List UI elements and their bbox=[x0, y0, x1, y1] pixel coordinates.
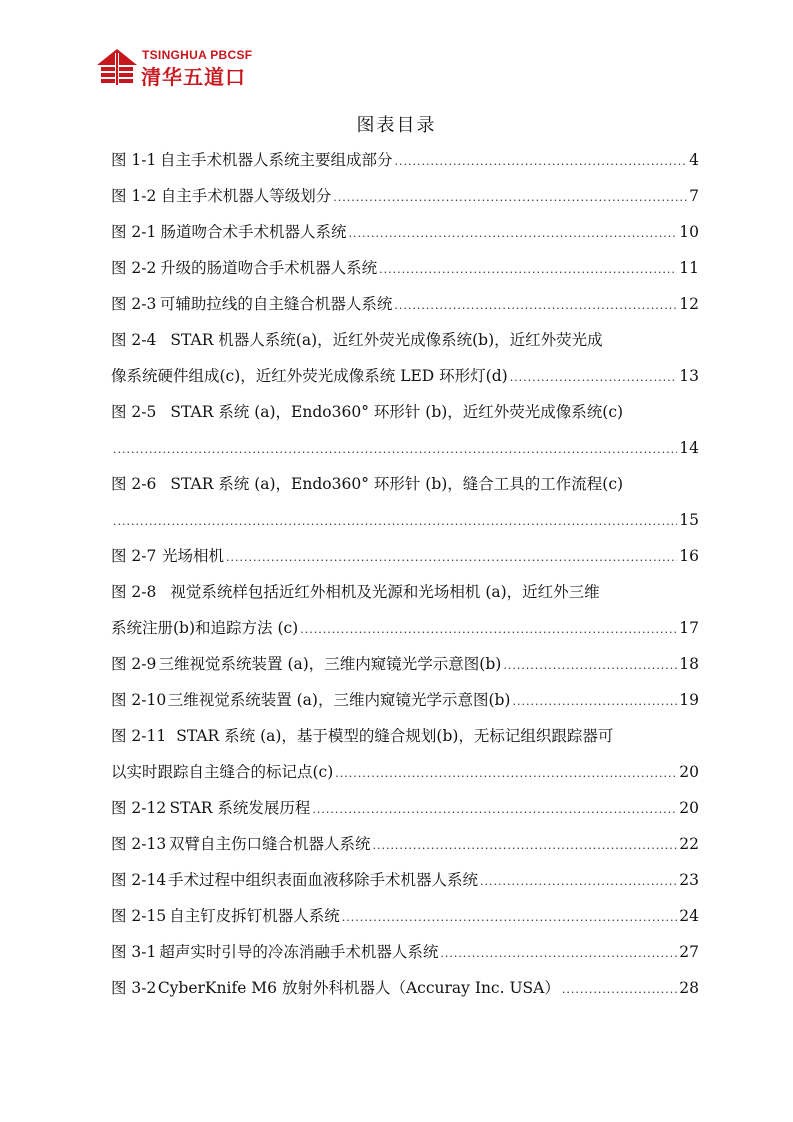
toc-entry[interactable] bbox=[111, 970, 699, 1006]
figure-caption: 手术过程中组织表面血液移除手术机器人系统 bbox=[167, 871, 478, 889]
page-number: 19 bbox=[679, 691, 699, 709]
page-number: 7 bbox=[689, 187, 699, 205]
toc-entry[interactable] bbox=[111, 538, 699, 574]
dot-leader bbox=[348, 216, 677, 252]
dot-leader bbox=[480, 864, 677, 900]
figure-number: 图 2-9 bbox=[111, 655, 157, 673]
toc-entry-line bbox=[111, 646, 699, 682]
toc-entry[interactable] bbox=[111, 646, 699, 682]
toc-entry[interactable] bbox=[111, 790, 699, 826]
logo-chinese-text: 清华五道口 bbox=[141, 65, 246, 89]
figure-caption: CyberKnife M6 放射外科机器人（Accuray Inc. USA） bbox=[157, 979, 560, 997]
toc-entry-line bbox=[111, 322, 699, 358]
figure-number: 图 2-7 bbox=[111, 547, 157, 565]
toc-entry[interactable] bbox=[111, 898, 699, 934]
toc-entry[interactable] bbox=[111, 934, 699, 970]
page-number: 13 bbox=[679, 367, 699, 385]
figure-number: 图 2-3 bbox=[111, 295, 157, 313]
figure-number: 图 2-8 bbox=[111, 583, 157, 601]
toc-entry-line bbox=[111, 286, 699, 322]
dot-leader bbox=[512, 684, 677, 720]
toc-entry[interactable] bbox=[111, 574, 699, 646]
toc-entry[interactable] bbox=[111, 682, 699, 718]
dot-leader bbox=[394, 288, 677, 324]
dot-leader bbox=[312, 792, 677, 828]
dot-leader bbox=[333, 180, 687, 216]
figure-caption: 三维视觉系统装置 (a)，三维内窥镜光学示意图(b) bbox=[158, 655, 502, 673]
figure-caption: 肠道吻合术手术机器人系统 bbox=[160, 223, 347, 241]
tsinghua-pbcsf-logo bbox=[97, 45, 267, 89]
figure-number: 图 2-12 bbox=[111, 799, 167, 817]
figure-caption: STAR 系统发展历程 bbox=[169, 799, 311, 817]
figure-caption: 光场相机 bbox=[161, 547, 224, 565]
figure-caption: 超声实时引导的冷冻消融手术机器人系统 bbox=[159, 943, 439, 961]
figure-caption: 以实时跟踪自主缝合的标记点(c) bbox=[111, 763, 334, 781]
toc-entry-line bbox=[111, 142, 699, 178]
toc-entry-line bbox=[111, 250, 699, 286]
logo-emblem-icon bbox=[97, 49, 137, 85]
dot-leader bbox=[440, 936, 677, 972]
figure-caption: STAR 系统 (a)，Endo360° 环形针 (b)，近红外荧光成像系统(c) bbox=[170, 403, 624, 421]
toc-entry-line bbox=[111, 826, 699, 862]
toc-entry-line bbox=[111, 214, 699, 250]
toc-entry-line bbox=[111, 790, 699, 826]
page-number: 28 bbox=[679, 979, 699, 997]
figure-caption: STAR 系统 (a)，基于模型的缝合规划(b)，无标记组织跟踪器可 bbox=[176, 727, 614, 745]
figure-number: 图 2-5 bbox=[111, 403, 157, 421]
toc-entry-line bbox=[111, 862, 699, 898]
page-number: 14 bbox=[679, 439, 699, 457]
figure-number: 图 3-1 bbox=[111, 943, 157, 961]
page-number: 24 bbox=[679, 907, 699, 925]
dot-leader bbox=[335, 756, 677, 792]
figure-number: 图 3-2 bbox=[111, 979, 157, 997]
page-number: 22 bbox=[679, 835, 699, 853]
figure-caption: 可辅助拉线的自主缝合机器人系统 bbox=[159, 295, 393, 313]
figure-list bbox=[111, 142, 699, 1006]
figure-caption: 三维视觉系统装置 (a)，三维内窥镜光学示意图(b) bbox=[167, 691, 511, 709]
dot-leader bbox=[395, 144, 688, 180]
page-number: 15 bbox=[679, 511, 699, 529]
toc-entry[interactable] bbox=[111, 322, 699, 394]
figure-caption: 像系统硬件组成(c)，近红外荧光成像系统 LED 环形灯(d) bbox=[111, 367, 508, 385]
page-number: 4 bbox=[689, 151, 699, 169]
figure-caption: 自主钉皮拆钉机器人系统 bbox=[169, 907, 340, 925]
figure-number: 图 2-14 bbox=[111, 871, 167, 889]
dot-leader bbox=[113, 432, 677, 468]
figure-number: 图 2-4 bbox=[111, 331, 157, 349]
figure-number: 图 2-6 bbox=[111, 475, 157, 493]
dot-leader bbox=[372, 828, 677, 864]
figure-caption: 双臂自主伤口缝合机器人系统 bbox=[168, 835, 371, 853]
page-number: 20 bbox=[679, 763, 699, 781]
figure-caption: STAR 系统 (a)，Endo360° 环形针 (b)，缝合工具的工作流程(c) bbox=[170, 475, 624, 493]
toc-entry-line bbox=[111, 610, 699, 646]
dot-leader bbox=[503, 648, 677, 684]
figure-caption: 视觉系统样包括近红外相机及光源和光场相机 (a)，近红外三维 bbox=[170, 583, 600, 601]
page-number: 11 bbox=[679, 259, 699, 277]
toc-entry-line bbox=[111, 898, 699, 934]
page-number: 16 bbox=[679, 547, 699, 565]
figure-number: 图 2-15 bbox=[111, 907, 167, 925]
toc-entry-line bbox=[111, 574, 699, 610]
toc-entry-line bbox=[111, 178, 699, 214]
toc-entry-line bbox=[111, 718, 699, 754]
dot-leader bbox=[342, 900, 678, 936]
toc-entry[interactable] bbox=[111, 214, 699, 250]
toc-entry-line bbox=[111, 934, 699, 970]
toc-entry[interactable] bbox=[111, 826, 699, 862]
logo-english-text: TSINGHUA PBCSF bbox=[142, 48, 253, 62]
figure-number: 图 2-11 bbox=[111, 727, 167, 745]
figure-number: 图 2-10 bbox=[111, 691, 167, 709]
dot-leader bbox=[562, 972, 677, 1008]
page-number: 17 bbox=[679, 619, 699, 637]
toc-entry-line bbox=[111, 502, 699, 538]
toc-entry[interactable] bbox=[111, 718, 699, 790]
toc-entry[interactable] bbox=[111, 286, 699, 322]
toc-entry-line bbox=[111, 754, 699, 790]
figure-caption: STAR 机器人系统(a)，近红外荧光成像系统(b)，近红外荧光成 bbox=[170, 331, 603, 349]
toc-entry[interactable] bbox=[111, 394, 699, 466]
toc-entry[interactable] bbox=[111, 862, 699, 898]
dot-leader bbox=[510, 360, 678, 396]
figure-number: 图 1-2 bbox=[111, 187, 157, 205]
page-number: 27 bbox=[679, 943, 699, 961]
figure-caption: 自主手术机器人系统主要组成部分 bbox=[160, 151, 393, 169]
toc-entry-line bbox=[111, 682, 699, 718]
page-title: 图表目录 bbox=[356, 115, 437, 136]
page-number: 10 bbox=[679, 223, 699, 241]
figure-number: 图 2-1 bbox=[111, 223, 157, 241]
toc-entry-line bbox=[111, 466, 699, 502]
toc-entry-line bbox=[111, 430, 699, 466]
page-number: 20 bbox=[679, 799, 699, 817]
toc-entry[interactable] bbox=[111, 250, 699, 286]
figure-caption: 自主手术机器人等级划分 bbox=[160, 187, 332, 205]
toc-entry-line bbox=[111, 358, 699, 394]
toc-entry[interactable] bbox=[111, 142, 699, 178]
toc-entry[interactable] bbox=[111, 178, 699, 214]
toc-entry[interactable] bbox=[111, 466, 699, 538]
toc-entry-line bbox=[111, 538, 699, 574]
dot-leader bbox=[226, 540, 677, 576]
figure-number: 图 1-1 bbox=[111, 151, 157, 169]
figure-caption: 系统注册(b)和追踪方法 (c) bbox=[111, 619, 299, 637]
dot-leader bbox=[379, 252, 677, 288]
figure-number: 图 2-2 bbox=[111, 259, 157, 277]
figure-number: 图 2-13 bbox=[111, 835, 167, 853]
toc-entry-line bbox=[111, 394, 699, 430]
page-number: 23 bbox=[679, 871, 699, 889]
page-number: 12 bbox=[679, 295, 699, 313]
figure-caption: 升级的肠道吻合手术机器人系统 bbox=[160, 259, 378, 277]
dot-leader bbox=[300, 612, 677, 648]
page-number: 18 bbox=[679, 655, 699, 673]
dot-leader bbox=[113, 504, 677, 540]
toc-entry-line bbox=[111, 970, 699, 1006]
